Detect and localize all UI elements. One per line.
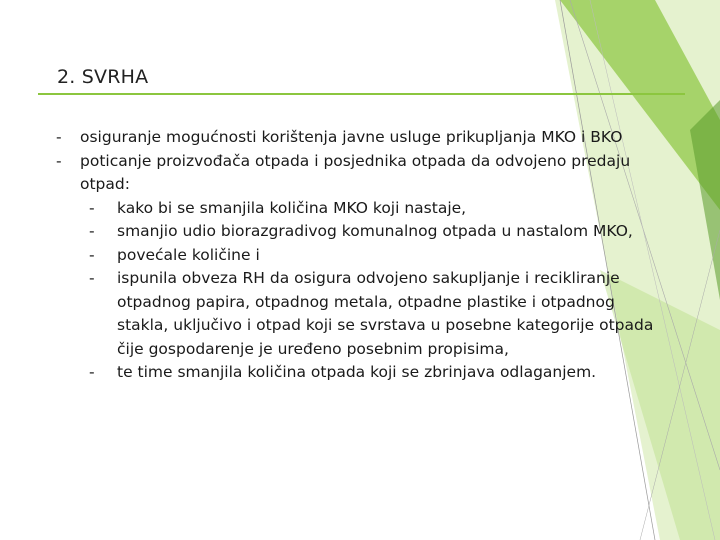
list-item-text: smanjio udio biorazgradivog komunalnog otpada u nastalom MKO, (117, 222, 633, 240)
bullet-dash: - (56, 151, 62, 170)
list-item-text: povećale količine i (117, 245, 260, 264)
list-item (0, 244, 660, 268)
bullet-dash: - (89, 269, 95, 287)
list-item-text: te time smanjila količina otpada koji se zbrinjava odlaganjem. (117, 363, 597, 381)
bullet-dash: - (89, 363, 95, 381)
slide-title: 2. SVRHA (57, 66, 149, 88)
title-underline (38, 93, 685, 95)
bullet-list (0, 126, 660, 385)
bullet-dash: - (89, 198, 95, 217)
list-item (0, 126, 660, 150)
list-item-text: ispunila obveza RH da osigura odvojeno sakupljanje i recikliranje otpadnog papira, otpadnog metala, otpadne plastike i otpadnog stakla, uključivo i otpad koji se svrstava u posebne kategorije otpada čije gospodarenje je uređeno posebnim propisima, (117, 269, 654, 358)
list-item-text: kako bi se smanjila količina MKO koji nastaje, (117, 198, 467, 217)
list-item-text: osiguranje mogućnosti korištenja javne usluge prikupljanja MKO i BKO (80, 128, 623, 146)
list-item (0, 361, 660, 385)
bullet-dash: - (89, 222, 95, 240)
list-item-text: poticanje proizvođača otpada i posjednika otpada da odvojeno predaju otpad: (80, 151, 631, 193)
list-item (0, 267, 660, 361)
bullet-dash: - (56, 128, 62, 146)
list-item (0, 197, 660, 221)
list-item (0, 220, 660, 244)
list-item (0, 150, 660, 197)
bullet-dash: - (89, 245, 95, 264)
